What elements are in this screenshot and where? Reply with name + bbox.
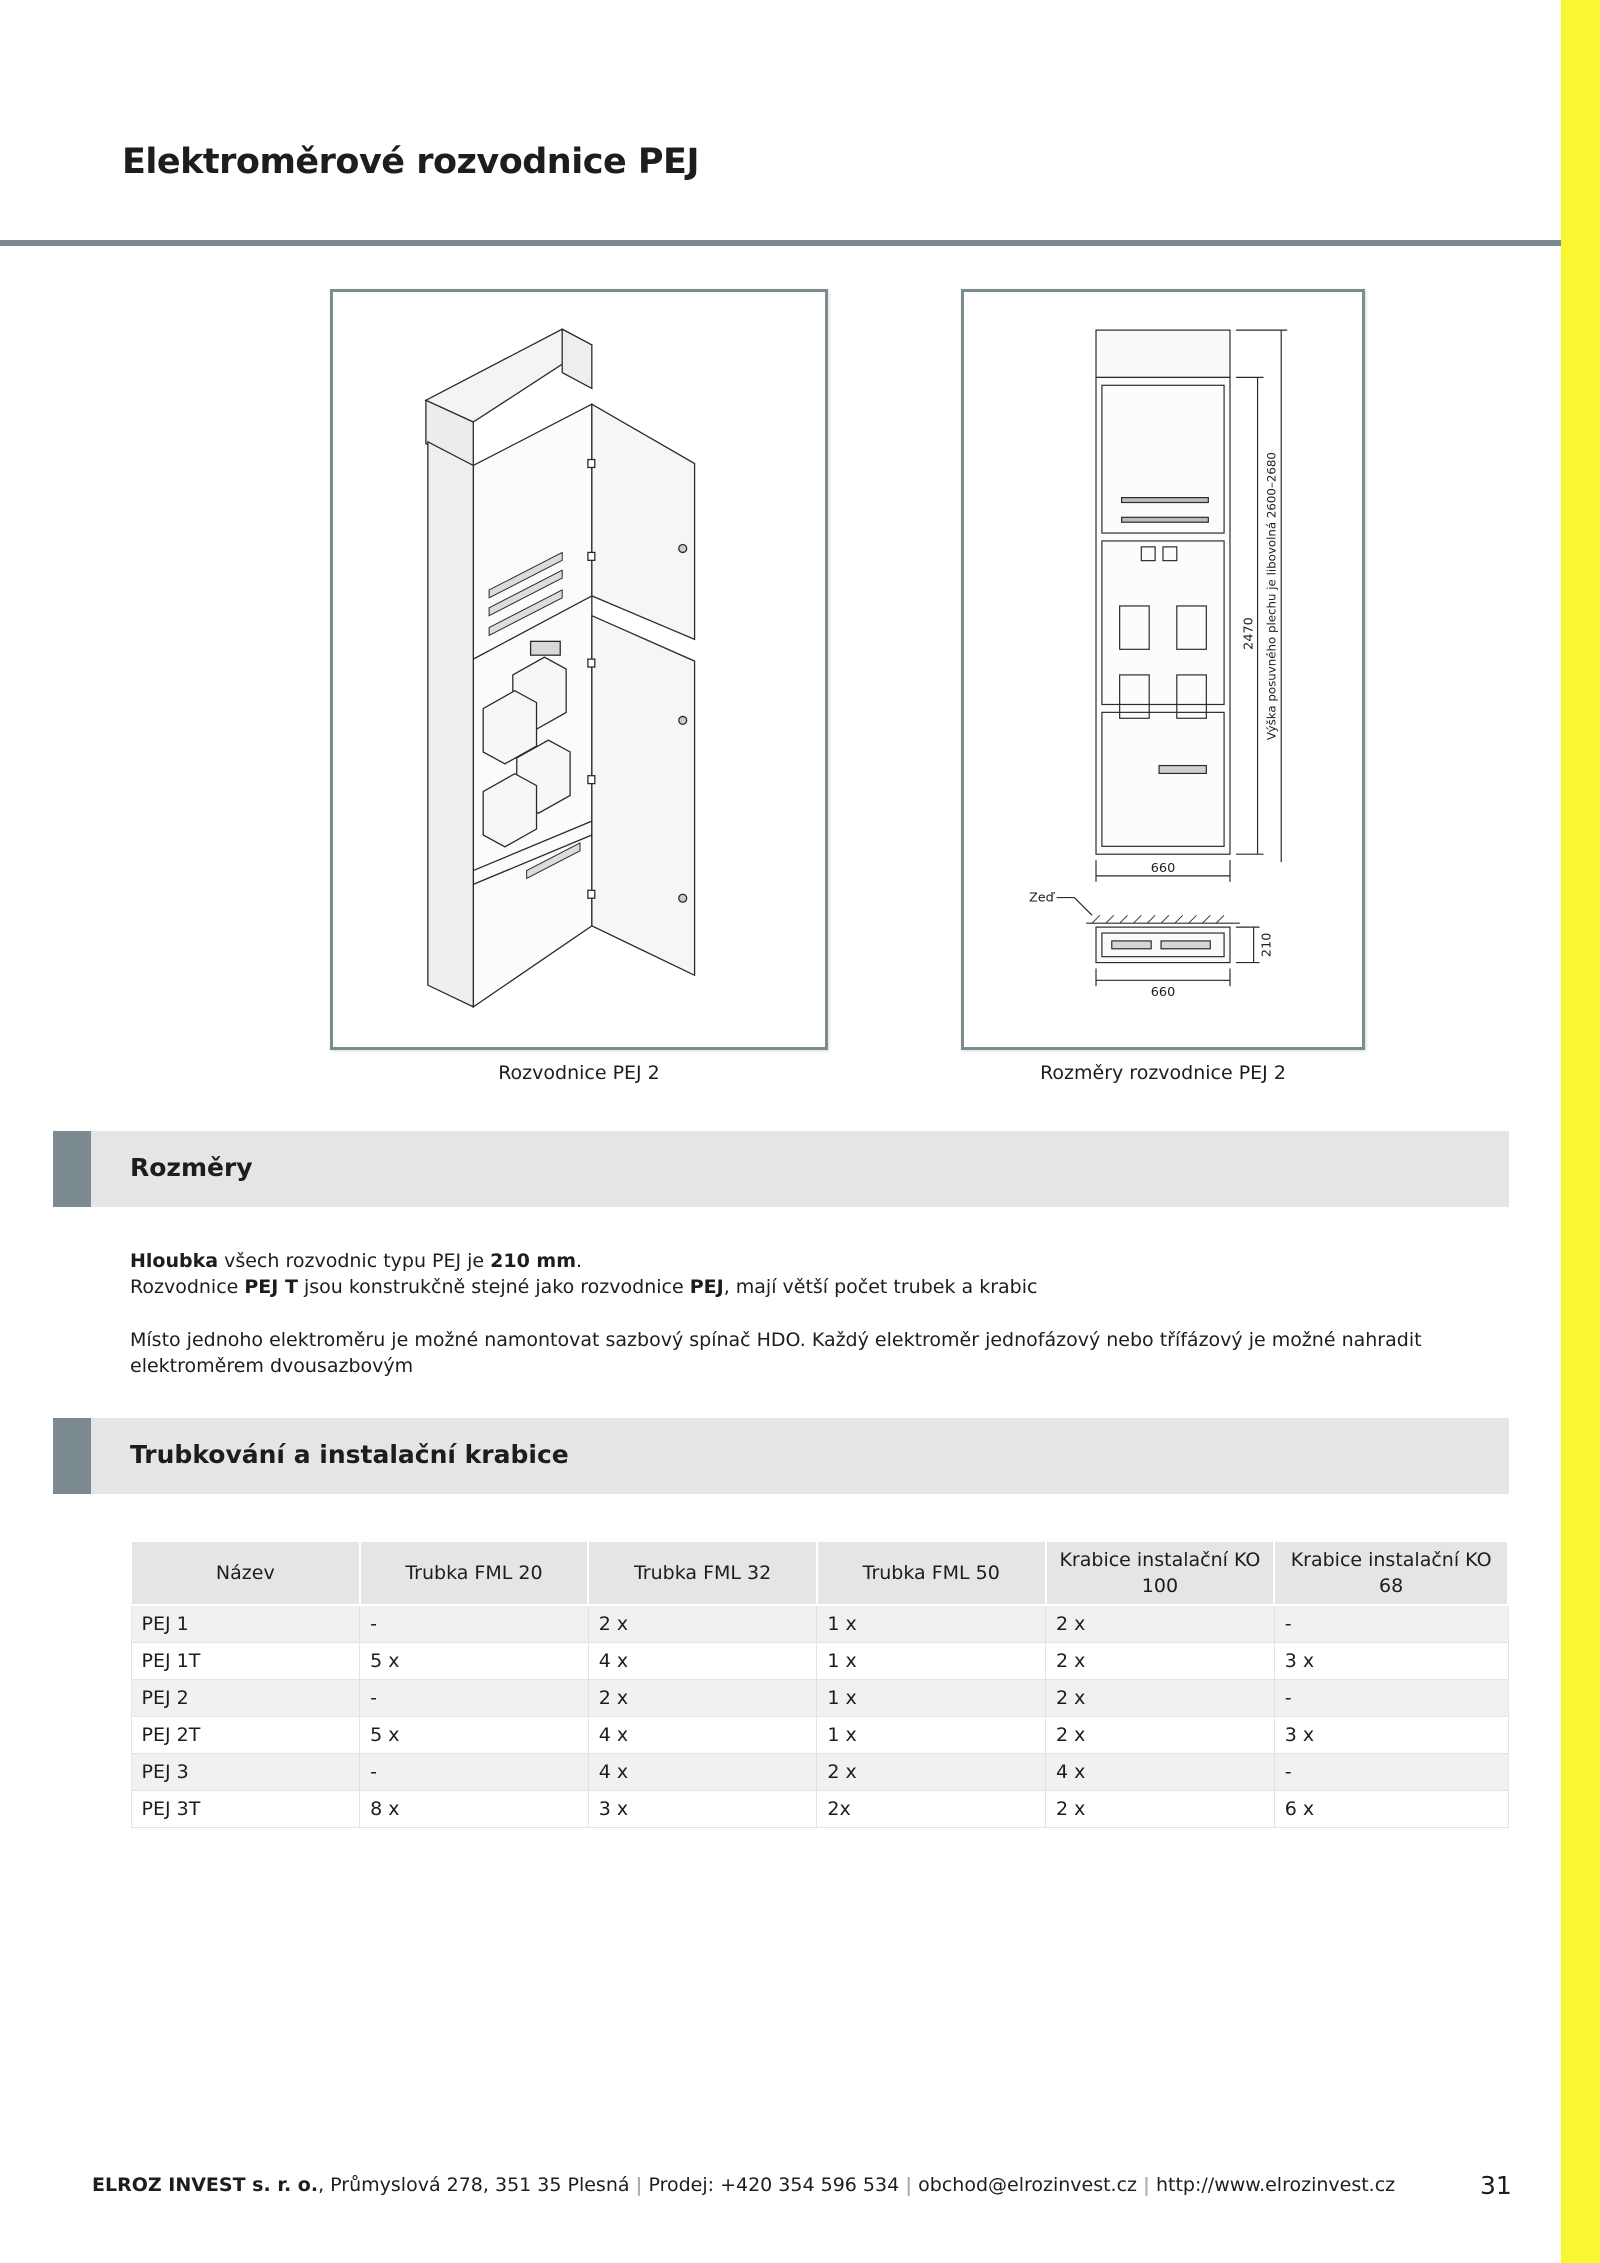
table-cell: 4 x (588, 1643, 817, 1680)
table-row (131, 1717, 1508, 1754)
page-title: Elektroměrové rozvodnice PEJ (122, 142, 699, 182)
table-cell: 1 x (817, 1680, 1046, 1717)
table-cell: 2 x (588, 1605, 817, 1643)
tubing-table-container (130, 1540, 1509, 1828)
table-cell: - (360, 1754, 589, 1791)
figure-cabinet-dimensions (961, 289, 1365, 1050)
dim-depth-label: 210 (1259, 932, 1275, 958)
table-row (131, 1605, 1508, 1643)
depth-text: všech rozvodnic typu PEJ je (218, 1250, 491, 1272)
table-cell: - (1274, 1605, 1508, 1643)
dim-height-note: Výška posuvného plechu je libovolná 2600–2680 (1264, 452, 1279, 741)
column-header: Krabice instalační KO 100 (1046, 1541, 1275, 1605)
pejt-text-2: jsou konstrukčně stejné jako rozvodnice (297, 1276, 690, 1298)
dim-width-top-label: 660 (1150, 985, 1176, 1001)
table-cell: PEJ 3 (131, 1754, 360, 1791)
pejt-text-1: Rozvodnice (130, 1276, 245, 1298)
paragraph-meter-options: Místo jednoho elektroměru je možné namontovat sazbový spínač HDO. Každý elektroměr jednofázový nebo třífázový je možné nahradit elektroměrem dvousazbovým (130, 1329, 1422, 1377)
table-cell: 1 x (817, 1717, 1046, 1754)
page-footer (92, 2174, 1395, 2196)
side-accent-bar (1561, 0, 1600, 2263)
pej-term: PEJ (689, 1276, 724, 1298)
table-cell: 3 x (1274, 1643, 1508, 1680)
table-cell: 3 x (588, 1791, 817, 1828)
tubing-table (130, 1540, 1509, 1828)
dim-height-label: 2470 (1241, 617, 1257, 650)
table-cell: 2 x (817, 1754, 1046, 1791)
dim-width-front-label: 660 (1150, 860, 1176, 876)
table-cell: PEJ 3T (131, 1791, 360, 1828)
footer-phone: Prodej: +420 354 596 534 (648, 2174, 900, 2196)
table-cell: 6 x (1274, 1791, 1508, 1828)
title-divider (0, 240, 1561, 246)
depth-value: 210 mm (490, 1250, 577, 1272)
table-cell: 4 x (1046, 1754, 1275, 1791)
table-cell: 4 x (588, 1754, 817, 1791)
table-cell: - (360, 1605, 589, 1643)
section-marker (53, 1131, 91, 1207)
section-marker (53, 1418, 91, 1494)
table-cell: 3 x (1274, 1717, 1508, 1754)
depth-term: Hloubka (130, 1250, 219, 1272)
table-cell: - (1274, 1680, 1508, 1717)
table-cell: - (360, 1680, 589, 1717)
table-cell: 1 x (817, 1643, 1046, 1680)
table-row (131, 1791, 1508, 1828)
table-row (131, 1754, 1508, 1791)
table-cell: 8 x (360, 1791, 589, 1828)
paragraph-depth (130, 1248, 1510, 1300)
table-cell: PEJ 2T (131, 1717, 360, 1754)
section-title-dimensions: Rozměry (130, 1153, 253, 1182)
cabinet-dimension-drawing (964, 292, 1362, 1047)
cabinet-isometric-drawing (333, 292, 825, 1047)
figure-cabinet-isometric (330, 289, 828, 1050)
page-number: 31 (1480, 2171, 1512, 2200)
pejt-term: PEJ T (244, 1276, 298, 1298)
table-cell: 2 x (1046, 1643, 1275, 1680)
table-cell: - (1274, 1754, 1508, 1791)
table-cell: 4 x (588, 1717, 817, 1754)
footer-separator: | (1143, 2174, 1150, 2196)
table-cell: 1 x (817, 1605, 1046, 1643)
table-cell: 2 x (588, 1680, 817, 1717)
column-header: Trubka FML 32 (588, 1541, 817, 1605)
wall-label: Zeď (1029, 890, 1054, 906)
table-cell: PEJ 1T (131, 1643, 360, 1680)
footer-separator: | (635, 2174, 643, 2196)
table-cell: PEJ 1 (131, 1605, 360, 1643)
pejt-text-3: , mají větší počet trubek a krabic (723, 1276, 1038, 1298)
table-cell: 2 x (1046, 1680, 1275, 1717)
column-header: Krabice instalační KO 68 (1274, 1541, 1508, 1605)
footer-address: , Průmyslová 278, 351 35 Plesná (318, 2174, 630, 2196)
section-header-tubing (53, 1418, 1509, 1494)
table-cell: PEJ 2 (131, 1680, 360, 1717)
table-row (131, 1643, 1508, 1680)
table-cell: 2 x (1046, 1605, 1275, 1643)
depth-text-end: . (576, 1250, 583, 1272)
column-header: Trubka FML 50 (817, 1541, 1046, 1605)
footer-website[interactable]: http://www.elrozinvest.cz (1155, 2174, 1396, 2196)
table-cell: 5 x (360, 1643, 589, 1680)
footer-company: ELROZ INVEST s. r. o. (92, 2174, 319, 2196)
column-header: Trubka FML 20 (360, 1541, 589, 1605)
footer-separator: | (905, 2174, 913, 2196)
figure-caption-cabinet: Rozvodnice PEJ 2 (498, 1062, 660, 1084)
table-cell: 2 x (1046, 1791, 1275, 1828)
table-row (131, 1680, 1508, 1717)
figure-caption-dimensions: Rozměry rozvodnice PEJ 2 (1040, 1062, 1286, 1084)
section-title-tubing: Trubkování a instalační krabice (130, 1440, 569, 1469)
table-header-row (131, 1541, 1508, 1605)
table-cell: 2 x (1046, 1717, 1275, 1754)
footer-email[interactable]: obchod@elrozinvest.cz (918, 2174, 1138, 2196)
table-cell: 5 x (360, 1717, 589, 1754)
table-cell: 2x (817, 1791, 1046, 1828)
section-header-dimensions (53, 1131, 1509, 1207)
column-header: Název (131, 1541, 360, 1605)
